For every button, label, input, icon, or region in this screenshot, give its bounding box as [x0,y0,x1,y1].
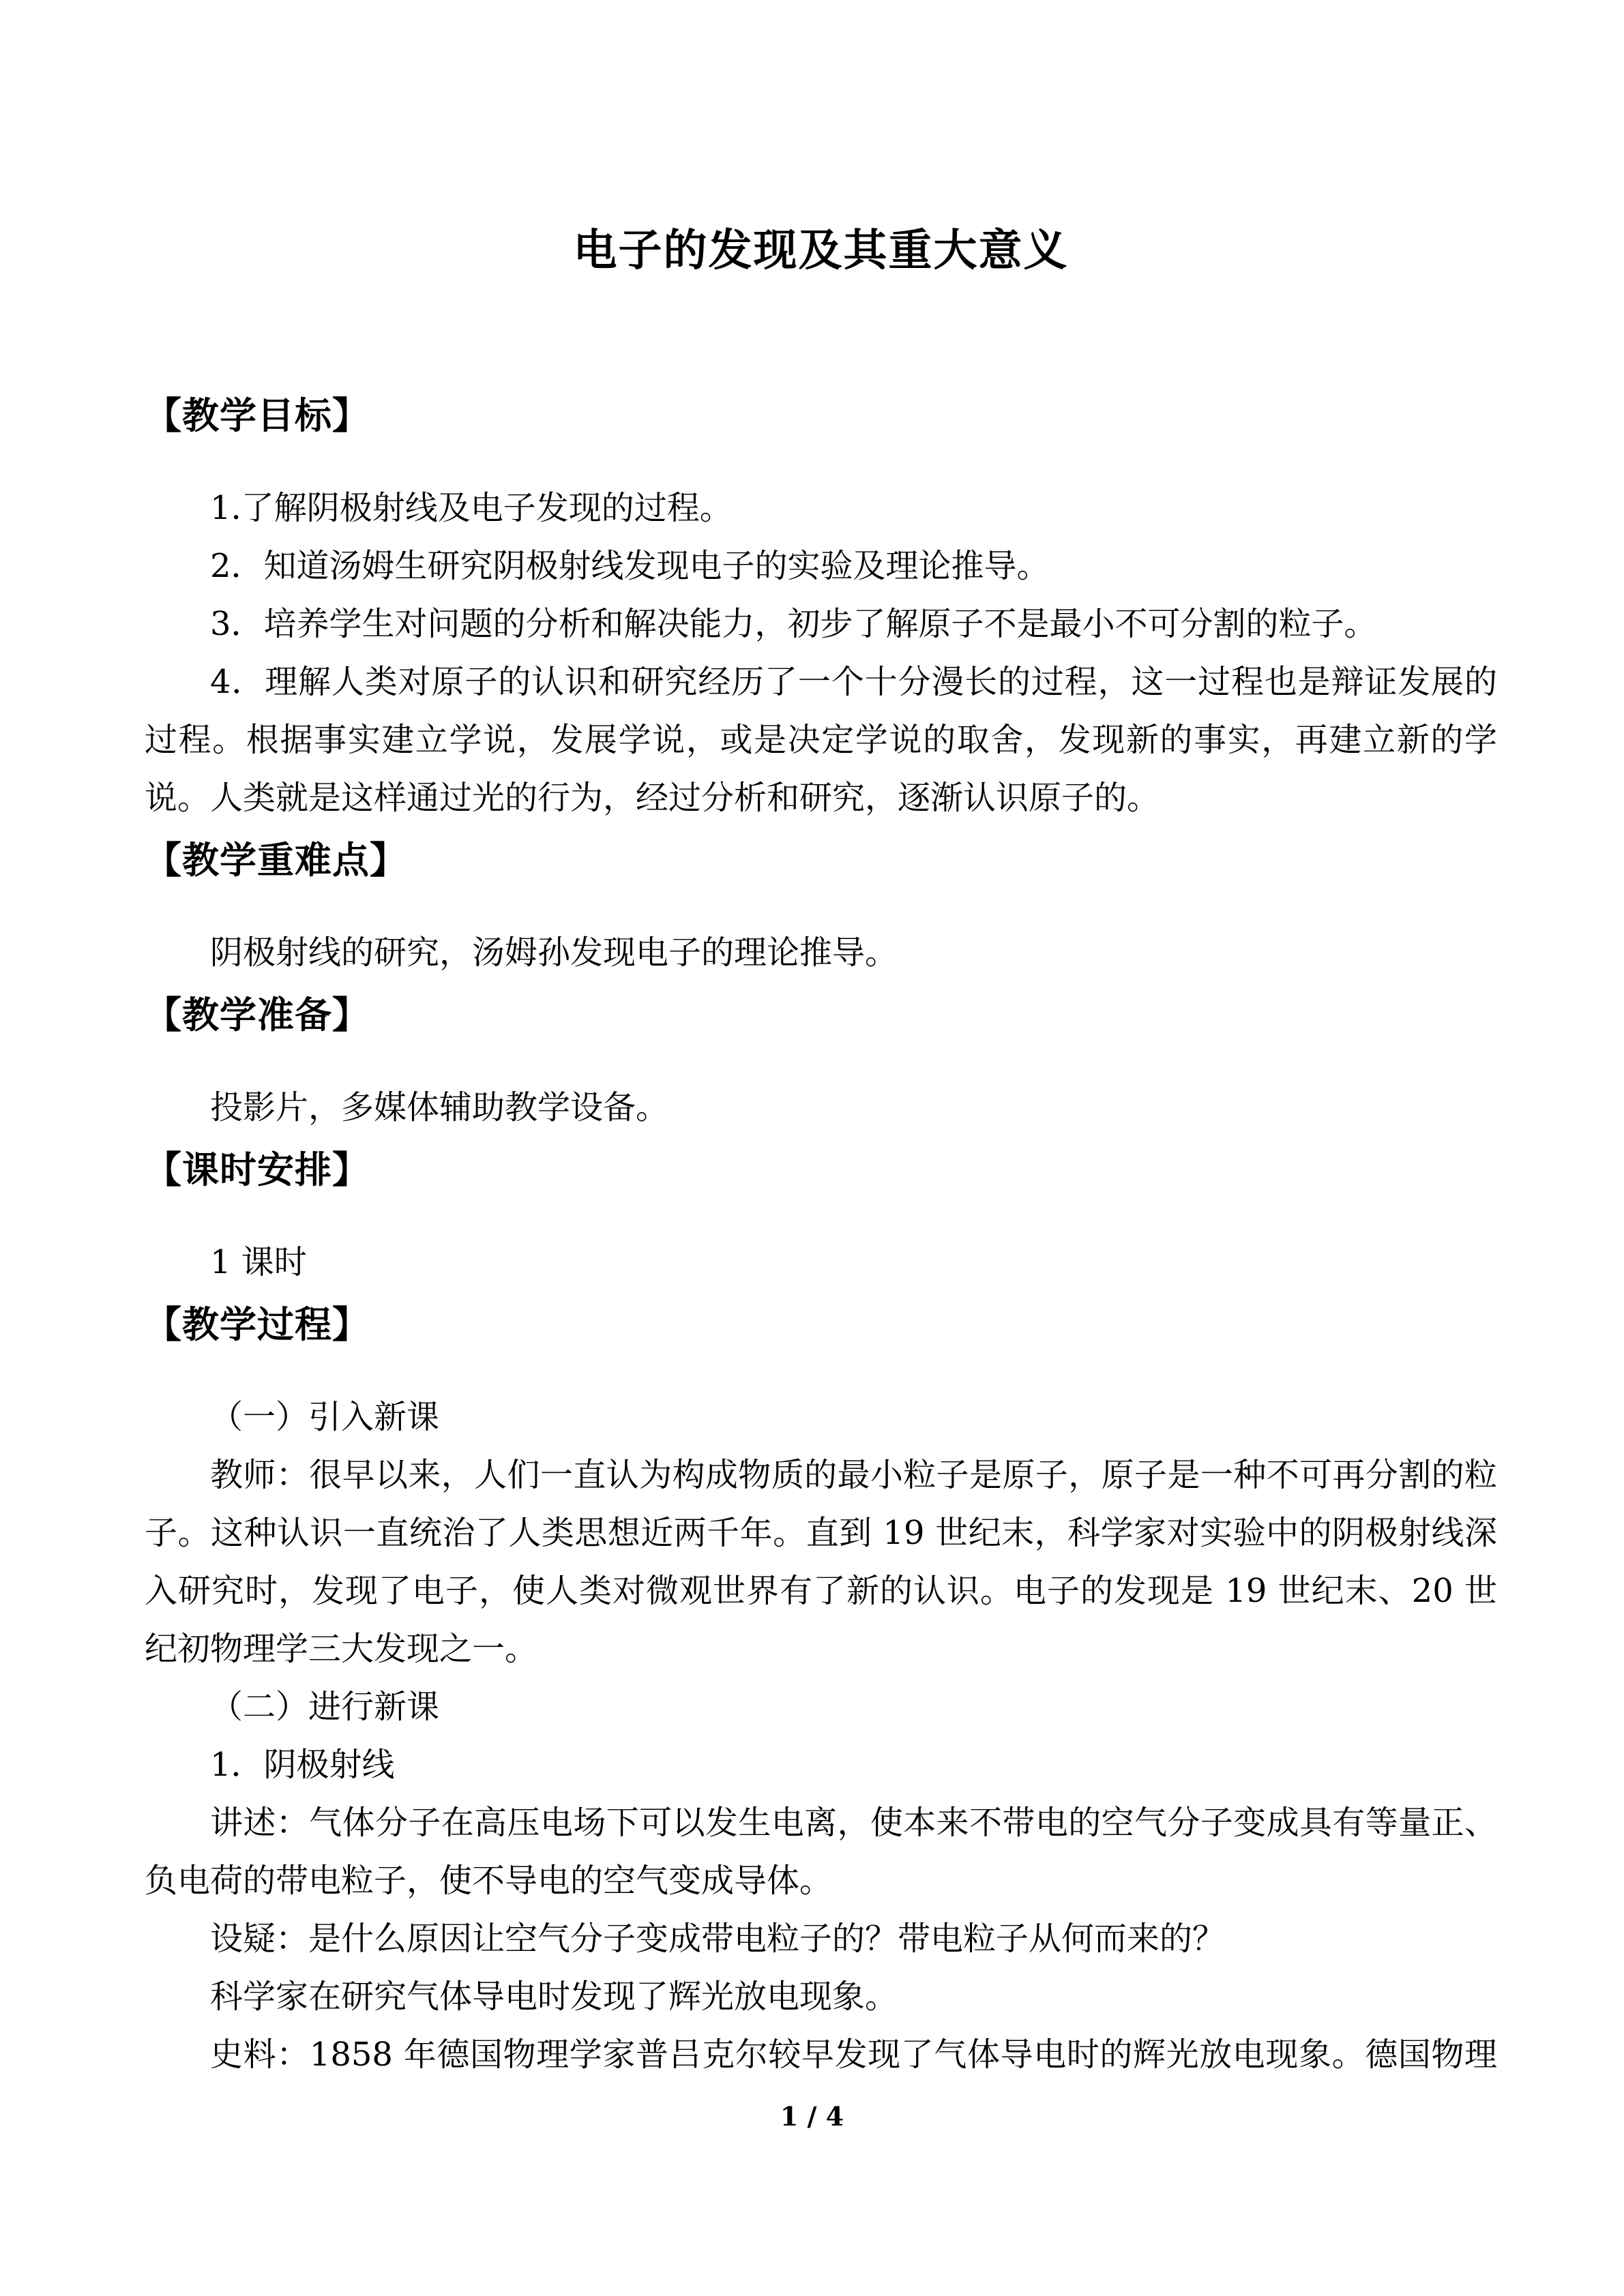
page-number: 1 / 4 [780,2101,844,2132]
section-teaching-process [145,1296,1497,2084]
objective-item-2: 2．知道汤姆生研究阴极射线发现电子的实验及理论推导。 [210,547,1050,585]
section-heading-teaching-objectives: 【教学目标】 [145,396,370,436]
section-heading-key-difficulties: 【教学重难点】 [145,840,407,881]
document-title: 电子的发现及其重大意义 [573,225,1069,276]
process-step-new-lesson-heading: （二）进行新课 [210,1688,440,1726]
process-question: 设疑：是什么原因让空气分子变成带电粒子的？带电粒子从何而来的？ [210,1920,1226,1958]
section-heading-class-schedule: 【课时安排】 [145,1150,370,1191]
process-historical-note: 史料：1858 年德国物理学家普吕克尔较早发现了气体导电时的辉光放电现象。德国物理 [210,2036,1497,2074]
objective-item-1: 1.了解阴极射线及电子发现的过程。 [210,489,733,527]
objective-item-4: 4．理解人类对原子的认识和研究经历了一个十分漫长的过程，这一过程也是辩证发展的过程。根据事实建立学说，发展学说，或是决定学说的取舍，发现新的事实，再建立新的学说。人类就是这样通过光的行为，经过分析和研究，逐渐认识原子的。 [145,663,1497,817]
process-topic-cathode-rays: 1．阴极射线 [210,1746,395,1784]
objective-item-3: 3．培养学生对问题的分析和解决能力，初步了解原子不是最小不可分割的粒子。 [210,605,1377,643]
process-glow-discharge: 科学家在研究气体导电时发现了辉光放电现象。 [210,1978,898,2016]
teaching-preparation-text: 投影片，多媒体辅助教学设备。 [210,1088,669,1127]
key-difficulties-text: 阴极射线的研究，汤姆孙发现电子的理论推导。 [210,934,898,972]
section-teaching-objectives [145,387,1497,827]
class-schedule-text: 1 课时 [210,1243,307,1281]
section-class-schedule [145,1142,1497,1292]
section-teaching-preparation [145,987,1497,1137]
process-step-intro-heading: （一）引入新课 [210,1398,440,1436]
section-key-difficulties [145,832,1497,982]
section-heading-teaching-process: 【教学过程】 [145,1304,370,1345]
process-lecture-ionization: 讲述：气体分子在高压电场下可以发生电离，使本来不带电的空气分子变成具有等量正、负电荷的带电粒子，使不导电的空气变成导体。 [145,1804,1497,1900]
process-teacher-intro: 教师：很早以来，人们一直认为构成物质的最小粒子是原子，原子是一种不可再分割的粒子。这种认识一直统治了人类思想近两千年。直到 19 世纪末，科学家对实验中的阴极射线深入研究时，发现了电子，使人类对微观世界有了新的认识。电子的发现是 19 世纪末、20 世纪初物理学三大发现之一。 [145,1456,1497,1668]
page-footer [0,2100,1624,2133]
section-heading-teaching-preparation: 【教学准备】 [145,995,370,1036]
